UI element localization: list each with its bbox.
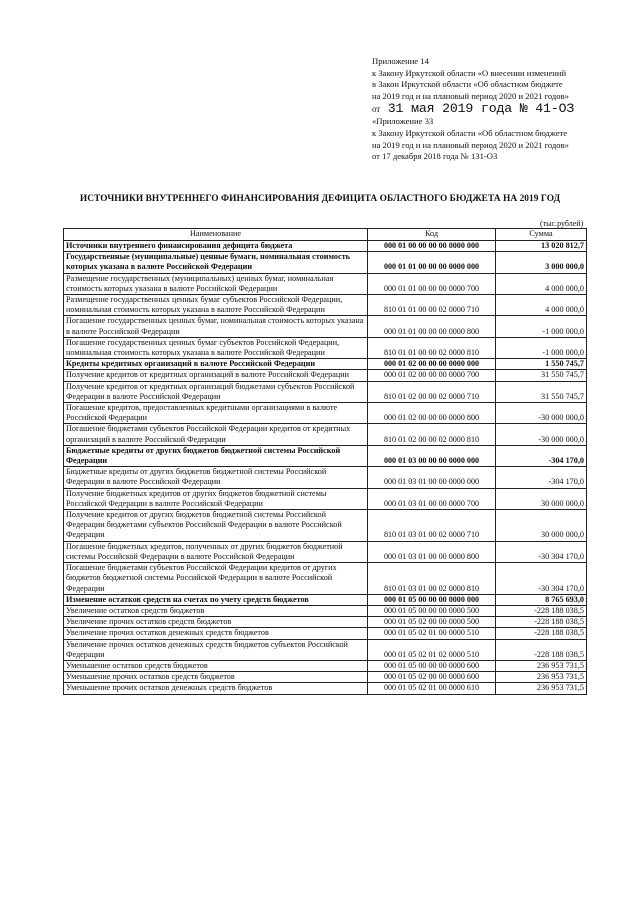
row-sum-cell: 3 000 000,0 [496,252,587,273]
row-code-cell: 810 01 01 00 00 02 0000 710 [368,295,496,316]
table-row [64,541,587,562]
table-row [64,403,587,424]
row-sum-cell: 13 020 812,7 [496,241,587,252]
row-code-cell: 000 01 05 02 01 00 0000 610 [368,683,496,694]
row-sum-cell: -30 304 170,0 [496,541,587,562]
header-line: на 2019 год и на плановый период 2020 и 2021 годов» [372,90,569,101]
law-date-stamp [372,102,634,116]
row-name-cell: Получение кредитов от кредитных организаций в валюте Российской Федерации [64,370,368,381]
table-header-row [64,229,587,241]
row-sum-cell: 236 953 731,5 [496,660,587,671]
row-sum-cell: -30 304 170,0 [496,563,587,595]
table-row [64,510,587,542]
row-sum-cell: 30 000 000,0 [496,488,587,509]
table-row [64,488,587,509]
row-code-cell: 000 01 05 02 00 00 0000 600 [368,672,496,683]
row-code-cell: 000 01 01 00 00 00 0000 700 [368,273,496,294]
financing-sources-table [63,228,587,695]
row-name-cell: Погашение бюджетных кредитов, полученных от других бюджетов бюджетной системы Российской Федерации в валюте Российской Федерации [64,541,368,562]
table-row [64,467,587,488]
table-row [64,295,587,316]
row-code-cell: 000 01 05 02 00 00 0000 500 [368,617,496,628]
table-row [64,424,587,445]
table-row [64,316,587,337]
table-row [64,660,587,671]
table-row [64,359,587,370]
header-line: в Закон Иркутской области «Об областном бюджете [372,79,563,90]
row-sum-cell: -228 188 038,5 [496,605,587,616]
row-sum-cell: 4 000 000,0 [496,295,587,316]
table-row [64,252,587,273]
table-row [64,273,587,294]
row-code-cell: 810 01 03 01 00 02 0000 810 [368,563,496,595]
header-line: к Закону Иркутской области «Об областном бюджете [372,127,568,138]
table-row [64,445,587,466]
row-code-cell: 810 01 03 01 00 02 0000 710 [368,510,496,542]
row-name-cell: Увеличение остатков средств бюджетов [64,605,368,616]
row-sum-cell: -228 188 038,5 [496,628,587,639]
row-name-cell: Размещение государственных (муниципальных) ценных бумаг, номинальная стоимость которых указана в валюте Российской Федерации [64,273,368,294]
row-code-cell: 000 01 01 00 00 00 0000 800 [368,316,496,337]
row-name-cell: Увеличение прочих остатков денежных средств бюджетов субъектов Российской Федерации [64,639,368,660]
row-code-cell: 000 01 05 00 00 00 0000 500 [368,605,496,616]
row-name-cell: Увеличение прочих остатков средств бюджетов [64,617,368,628]
document-title: ИСТОЧНИКИ ВНУТРЕННЕГО ФИНАНСИРОВАНИЯ ДЕФИЦИТА ОБЛАСТНОГО БЮДЖЕТА НА 2019 ГОД [79,194,561,204]
row-name-cell: Получение кредитов от кредитных организаций бюджетами субъектов Российской Федерации в валюте Российской Федерации [64,381,368,402]
table-row [64,617,587,628]
row-sum-cell: -1 000 000,0 [496,337,587,358]
table-row [64,337,587,358]
row-name-cell: Погашение кредитов, предоставленных кредитными организациями в валюте Российской Федерации [64,403,368,424]
table-body [64,241,587,695]
row-code-cell: 000 01 03 01 00 00 0000 700 [368,488,496,509]
row-sum-cell: -30 000 000,0 [496,403,587,424]
table-row [64,672,587,683]
table-row [64,639,587,660]
row-sum-cell: 8 765 693,0 [496,594,587,605]
row-code-cell: 000 01 05 02 01 02 0000 510 [368,639,496,660]
row-sum-cell: 1 550 745,7 [496,359,587,370]
date-stamp-value: 31 мая 2019 года № 41-ОЗ [387,101,575,117]
row-sum-cell: 31 550 745,7 [496,381,587,402]
row-name-cell: Кредиты кредитных организаций в валюте Российской Федерации [64,359,368,370]
row-sum-cell: 236 953 731,5 [496,672,587,683]
table-row [64,605,587,616]
row-sum-cell: -304 170,0 [496,445,587,466]
row-name-cell: Уменьшение прочих остатков средств бюджетов [64,672,368,683]
table-row [64,628,587,639]
row-sum-cell: 236 953 731,5 [496,683,587,694]
column-header-name: Наименование [64,229,368,241]
row-name-cell: Уменьшение прочих остатков денежных средств бюджетов [64,683,368,694]
row-code-cell: 000 01 03 01 00 00 0000 000 [368,467,496,488]
header-line: на 2019 год и на плановый период 2020 и 2021 годов» [372,139,569,150]
row-code-cell: 000 01 02 00 00 00 0000 700 [368,370,496,381]
row-name-cell: Погашение бюджетами субъектов Российской Федерации кредитов от других бюджетов бюджетной системы Российской Федерации в валюте Российской Федерации [64,563,368,595]
row-name-cell: Бюджетные кредиты от других бюджетов бюджетной системы Российской Федерации [64,445,368,466]
header-line: к Закону Иркутской области «О внесении изменений [372,67,567,78]
row-code-cell: 810 01 02 00 00 02 0000 710 [368,381,496,402]
table-row [64,381,587,402]
row-name-cell: Погашение бюджетами субъектов Российской Федерации кредитов от кредитных организаций в валюте Российской Федерации [64,424,368,445]
table-row [64,241,587,252]
row-code-cell: 000 01 00 00 00 00 0000 000 [368,241,496,252]
table-row [64,594,587,605]
row-name-cell: Изменение остатков средств на счетах по учету средств бюджетов [64,594,368,605]
header-line: «Приложение 33 [372,116,434,127]
row-sum-cell: -228 188 038,5 [496,639,587,660]
row-code-cell: 000 01 01 00 00 00 0000 000 [368,252,496,273]
row-name-cell: Уменьшение остатков средств бюджетов [64,660,368,671]
row-sum-cell: -304 170,0 [496,467,587,488]
row-name-cell: Погашение государственных ценных бумаг, номинальная стоимость которых указана в валюте Российской Федерации [64,316,368,337]
row-name-cell: Получение кредитов от других бюджетов бюджетной системы Российской Федерации бюджетами субъектов Российской Федерации в валюте Российской Федерации [64,510,368,542]
row-name-cell: Увеличение прочих остатков денежных средств бюджетов [64,628,368,639]
date-prefix: от [372,104,381,115]
row-code-cell: 000 01 05 00 00 00 0000 600 [368,660,496,671]
row-name-cell: Государственные (муниципальные) ценные бумаги, номинальная стоимость которых указана в валюте Российской Федерации [64,252,368,273]
row-code-cell: 810 01 02 00 00 02 0000 810 [368,424,496,445]
header-line: Приложение 14 [372,56,429,66]
units-label: (тыс.рублей) [540,219,584,228]
table-row [64,683,587,694]
row-sum-cell: 4 000 000,0 [496,273,587,294]
column-header-code: Код [368,229,496,241]
row-code-cell: 000 01 05 00 00 00 0000 000 [368,594,496,605]
row-sum-cell: 31 550 745,7 [496,370,587,381]
row-code-cell: 000 01 02 00 00 00 0000 800 [368,403,496,424]
row-name-cell: Погашение государственных ценных бумаг субъектов Российской Федерации, номинальная стоимость которых указана в валюте Российской Федерации [64,337,368,358]
table-row [64,370,587,381]
row-code-cell: 000 01 03 00 00 00 0000 000 [368,445,496,466]
row-code-cell: 000 01 05 02 01 00 0000 510 [368,628,496,639]
table-row [64,563,587,595]
document-header [372,56,634,163]
header-line: от 17 декабря 2018 года № 131-ОЗ [372,151,498,162]
row-sum-cell: -30 000 000,0 [496,424,587,445]
row-name-cell: Бюджетные кредиты от других бюджетов бюджетной системы Российской Федерации в валюте Российской Федерации [64,467,368,488]
row-code-cell: 810 01 01 00 00 02 0000 810 [368,337,496,358]
row-code-cell: 000 01 03 01 00 00 0000 800 [368,541,496,562]
column-header-sum: Сумма [496,229,587,241]
row-code-cell: 000 01 02 00 00 00 0000 000 [368,359,496,370]
row-name-cell: Размещение государственных ценных бумаг субъектов Российской Федерации, номинальная стоимость которых указана в валюте Российской Федерации [64,295,368,316]
row-sum-cell: -228 188 038,5 [496,617,587,628]
row-name-cell: Источники внутреннего финансирования дефицита бюджета [64,241,368,252]
row-sum-cell: -1 000 000,0 [496,316,587,337]
row-name-cell: Получение бюджетных кредитов от других бюджетов бюджетной системы Российской Федерации в валюте Российской Федерации [64,488,368,509]
row-sum-cell: 30 000 000,0 [496,510,587,542]
